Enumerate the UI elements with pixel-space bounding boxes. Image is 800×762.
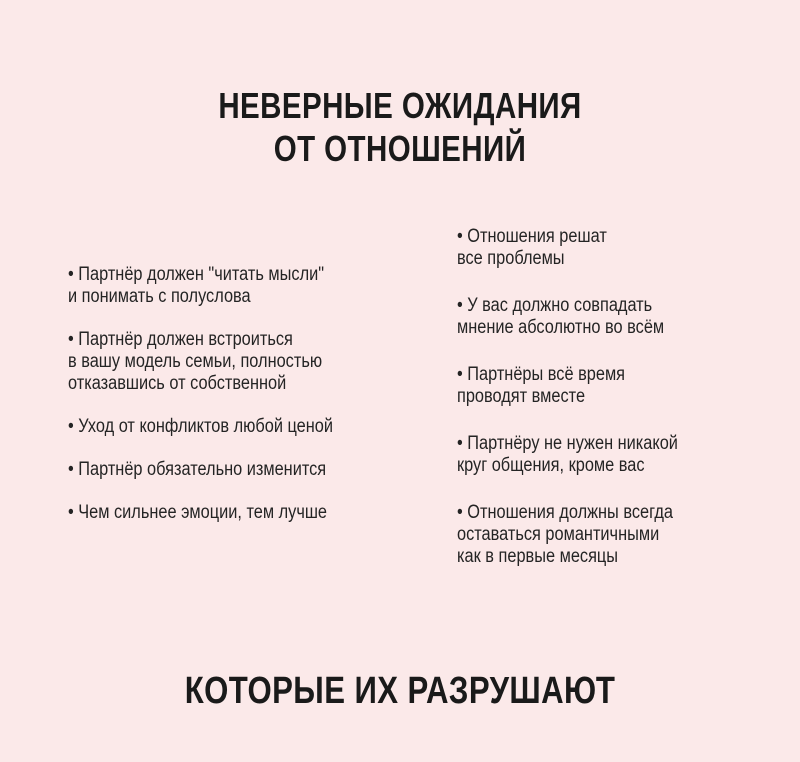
list-item xyxy=(457,433,749,477)
list-item-line: • Отношения решат xyxy=(457,226,607,247)
list-item-line: • Отношения должны всегда xyxy=(457,502,673,523)
footer-heading: КОТОРЫЕ ИХ РАЗРУШАЮТ xyxy=(184,670,616,712)
list-item xyxy=(457,295,749,339)
list-item-line: • Чем сильнее эмоции, тем лучше xyxy=(68,502,328,523)
list-item-line: • Партнёры всё время xyxy=(457,364,626,385)
right-list xyxy=(457,226,797,593)
title-line-2: ОТ ОТНОШЕНИЙ xyxy=(273,128,527,169)
left-list xyxy=(68,264,468,545)
list-item xyxy=(68,264,412,308)
page-title xyxy=(72,84,728,170)
list-item xyxy=(68,459,412,481)
list-item xyxy=(68,502,412,524)
list-item-line: • Уход от конфликтов любой ценой xyxy=(68,416,333,437)
list-item xyxy=(457,226,749,270)
list-item-line: проводят вместе xyxy=(457,386,586,407)
list-item-line: • Партнёр обязательно изменится xyxy=(68,459,327,480)
list-item-line: и понимать с полуслова xyxy=(68,286,251,307)
list-item-line: • Партнёр должен встроиться xyxy=(68,329,293,350)
list-item-line: все проблемы xyxy=(457,248,565,269)
list-item xyxy=(68,329,412,395)
list-item-line: в вашу модель семьи, полностью xyxy=(68,351,323,372)
title-line-1: НЕВЕРНЫЕ ОЖИДАНИЯ xyxy=(218,85,582,126)
list-item-line: • У вас должно совпадать xyxy=(457,295,653,316)
list-item-line: • Партнёру не нужен никакой xyxy=(457,433,678,454)
list-item-line: отказавшись от собственной xyxy=(68,373,287,394)
list-item-line: как в первые месяцы xyxy=(457,546,619,567)
list-item-line: оставаться романтичными xyxy=(457,524,660,545)
list-item xyxy=(457,364,749,408)
list-item-line: круг общения, кроме вас xyxy=(457,455,645,476)
list-item-line: • Партнёр должен "читать мысли" xyxy=(68,264,325,285)
list-item xyxy=(68,416,412,438)
list-item-line: мнение абсолютно во всём xyxy=(457,317,665,338)
list-item xyxy=(457,502,749,568)
